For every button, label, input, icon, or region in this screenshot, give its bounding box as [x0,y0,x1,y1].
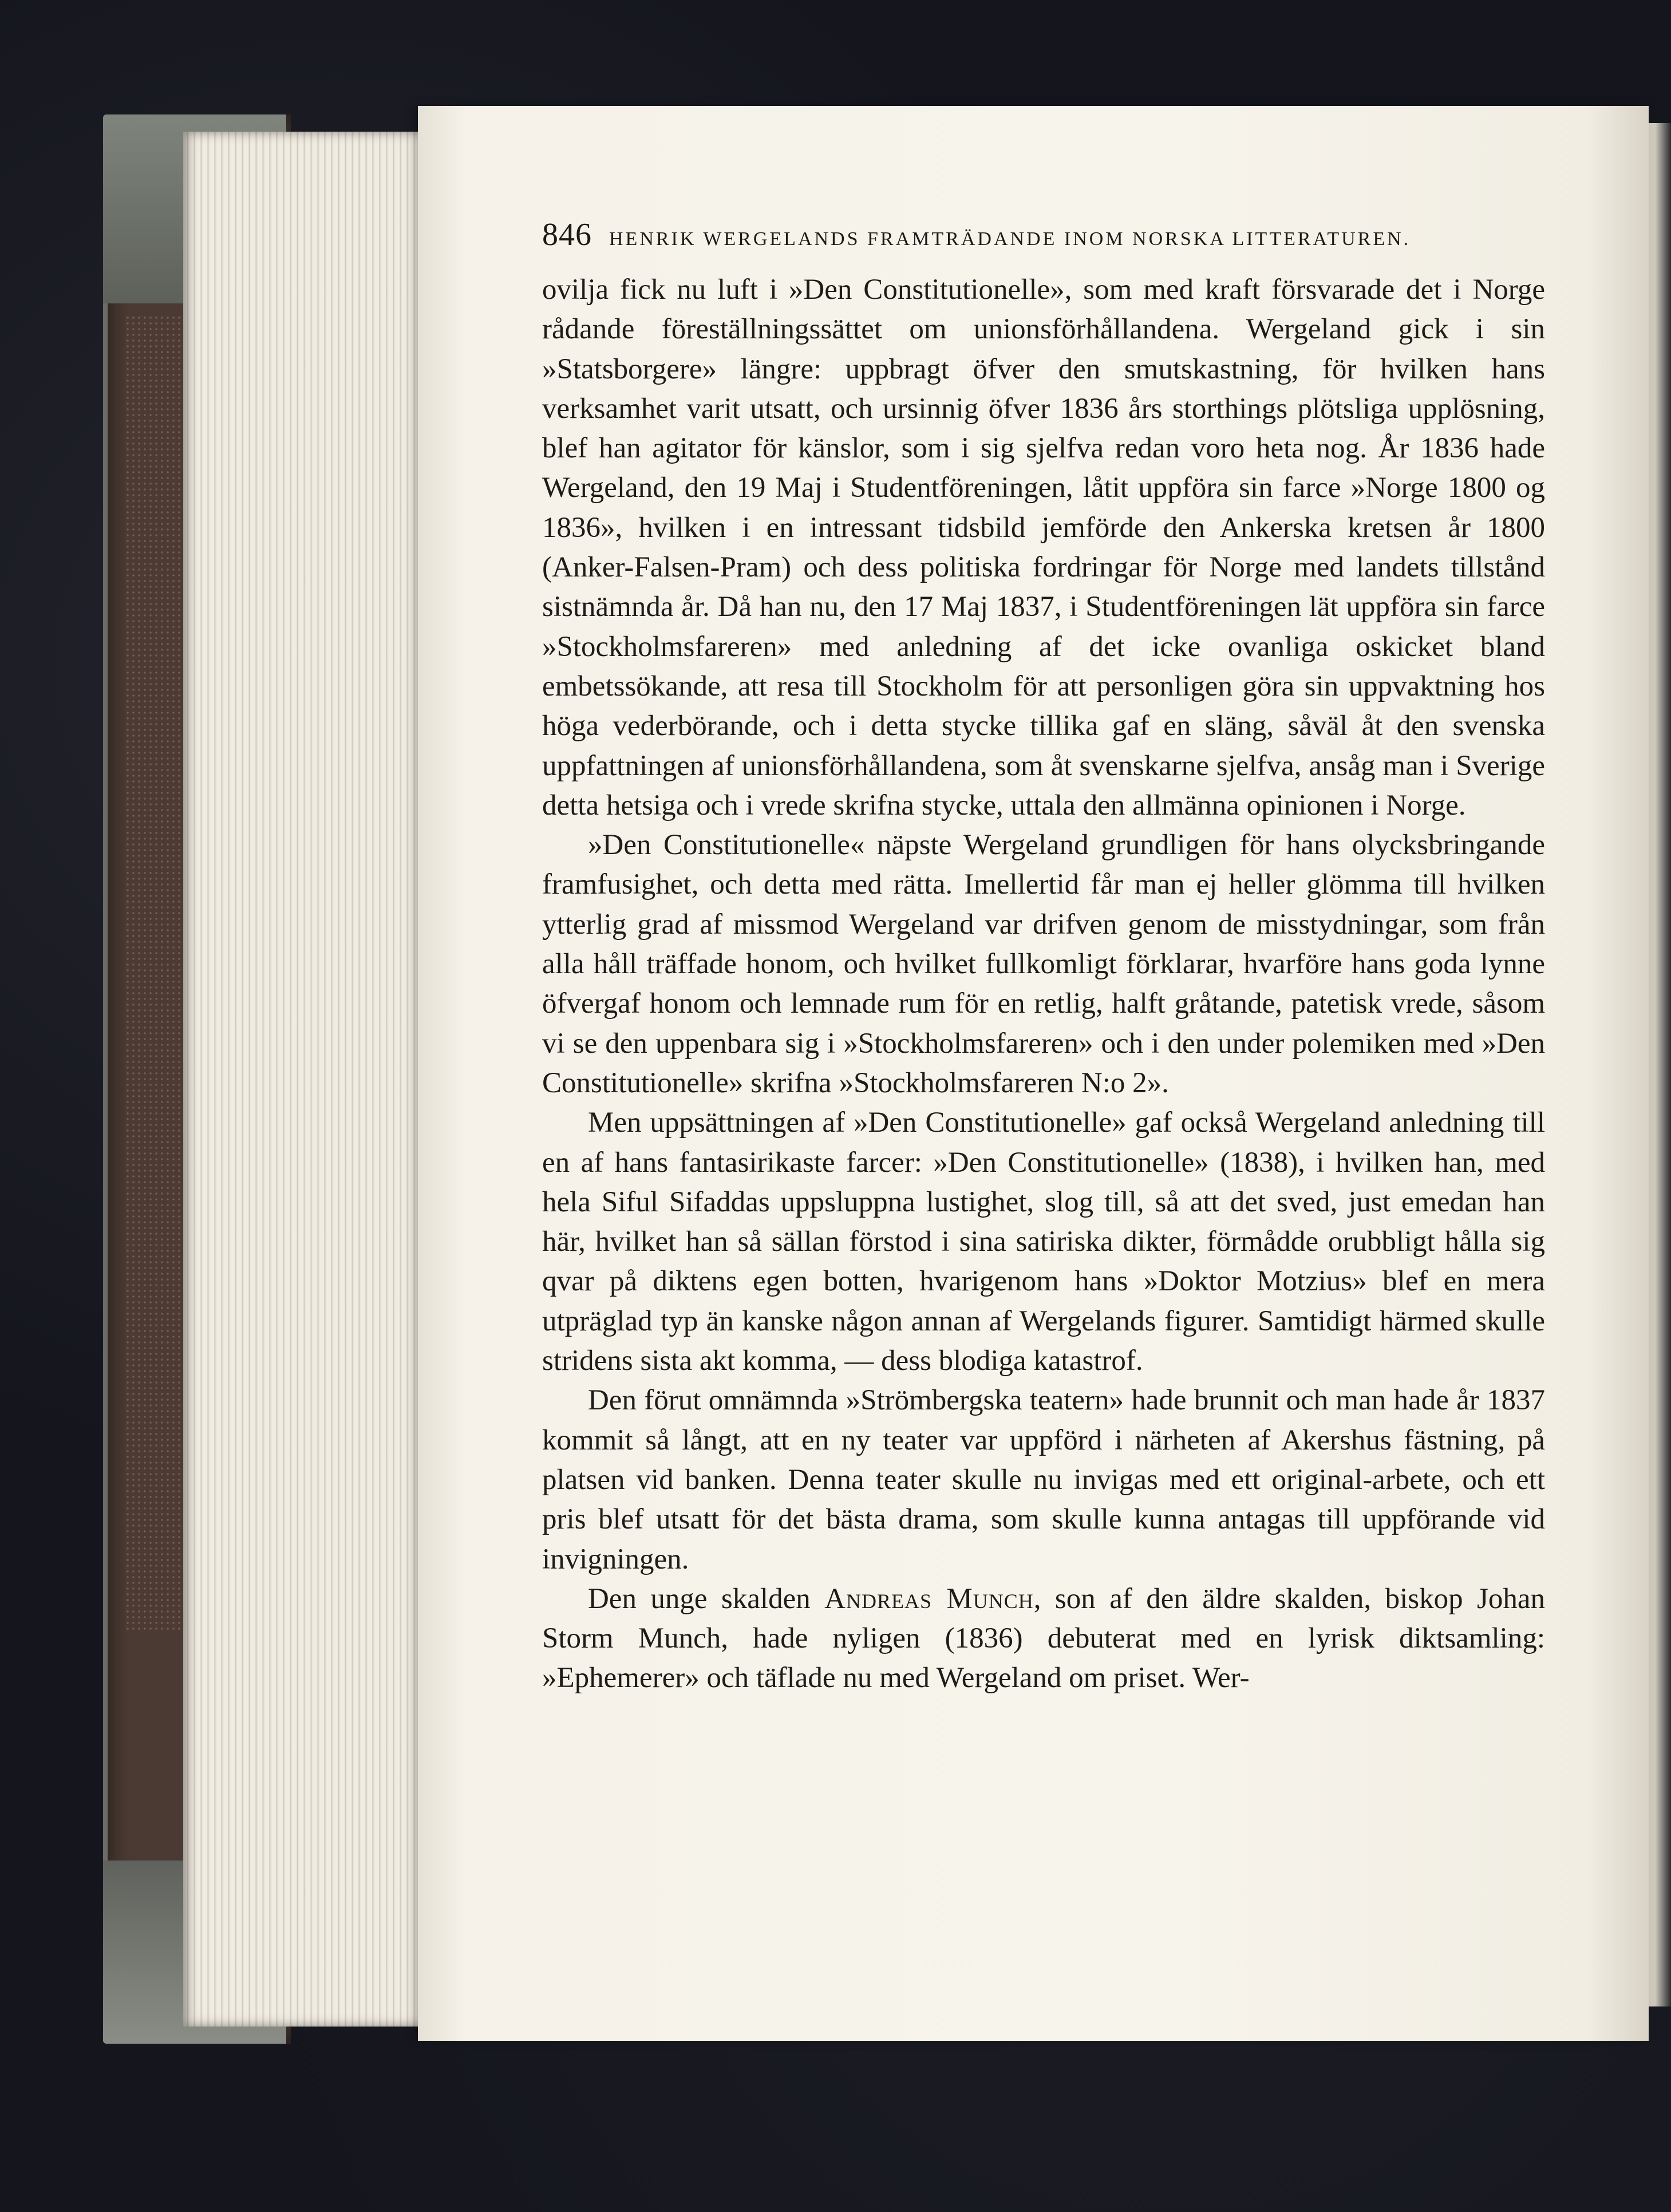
page-stack-edges [183,132,424,2027]
paragraph [542,1579,1545,1698]
body-text [542,270,1545,1698]
running-head: HENRIK WERGELANDS FRAMTRÄDANDE INOM NORSKA LITTERATUREN. [609,228,1411,250]
paragraph-text: , son af den äldre skalden, biskop Johan Storm Munch, hade nyligen (1836) debuterat med en lyrisk diktsamling: »Ephemerer» och täflade nu med Wergeland om priset. Wer- [542,1582,1545,1694]
author-name: Andreas Munch [824,1582,1034,1615]
paragraph: Den förut omnämnda »Strömbergska teatern» hade brunnit och man hade år 1837 kommit så långt, att en ny teater var uppförd i närheten af Akershus fästning, på platsen vid banken. Denna teater skulle nu invigas med ett original-arbete, och ett pris blef utsatt för det bästa drama, som skulle kunna antagas till uppförande vid invigningen. [542,1384,1545,1575]
page-header [542,216,1550,262]
page-number: 846 [542,217,592,252]
paragraph: »Den Constitutionelle« näpste Wergeland grundligen för hans olycksbringande framfusighet, och detta med rätta. Imellertid får man ej heller glömma till hvilken ytterlig grad af missmod Wergeland var drifven genom de misstydningar, som från alla håll träffade honom, och hvilket fullkomligt förklarar, hvarföre hans goda lynne öfvergaf honom och lemnade rum för en retlig, halft gråtande, patetisk vrede, såsom vi se den uppenbara sig i »Stockholmsfareren» och i den under polemiken med »Den Constitutionelle» skrifna »Stockholmsfareren N:o 2». [542,829,1545,1099]
paragraph: ovilja fick nu luft i »Den Constitutionelle», som med kraft försvarade det i Norge rådande föreställningssättet om unionsförhållandena. Wergeland gick i sin »Statsborgere» längre: uppbragt öfver den smutskastning, för hvilken hans verksamhet varit utsatt, och ursinnig öfver 1836 års storthings plötsliga upplösning, blef han agitator för känslor, som i sig sjelfva redan voro heta nog. År 1836 hade Wergeland, den 19 Maj i Studentföreningen, låtit uppföra sin farce »Norge 1800 og 1836», hvilken i en intressant tidsbild jemförde den Ankerska kretsen år 1800 (Anker-Falsen-Pram) och dess politiska fordringar för Norge med landets tillstånd sistnämnda år. Då han nu, den 17 Maj 1837, i Studentföreningen lät uppföra sin farce »Stockholmsfareren» med anledning af det icke ovanliga oskicket bland embetssökande, att resa till Stockholm för att personligen göra sin uppvaktning hos höga vederbörande, och i detta stycke tillika gaf en släng, såväl åt den svenska uppfattningen af unionsförhållandena, som åt svenskarne sjelfva, ansåg man i Sverige detta hetsiga och i vrede skrifna stycke, uttala den allmänna opinionen i Norge. [542,274,1545,821]
paragraph: Men uppsättningen af »Den Constitutionelle» gaf också Wergeland anledning till en af hans fantasirikaste farcer: »Den Constitutionelle» (1838), i hvilken han, med hela Siful Sifaddas uppsluppna lustighet, slog till, så att det sved, just emedan han här, hvilket han så sällan förstod i sina satiriska dikter, förmådde orubbligt hålla sig qvar på diktens egen botten, hvarigenom hans »Doktor Motzius» blef en mera utpräglad typ än kanske någon annan af Wergelands figurer. Samtidigt härmed skulle stridens sista akt komma, — dess blodiga katastrof. [542,1107,1545,1377]
paragraph-text: Den unge skalden [588,1582,825,1615]
